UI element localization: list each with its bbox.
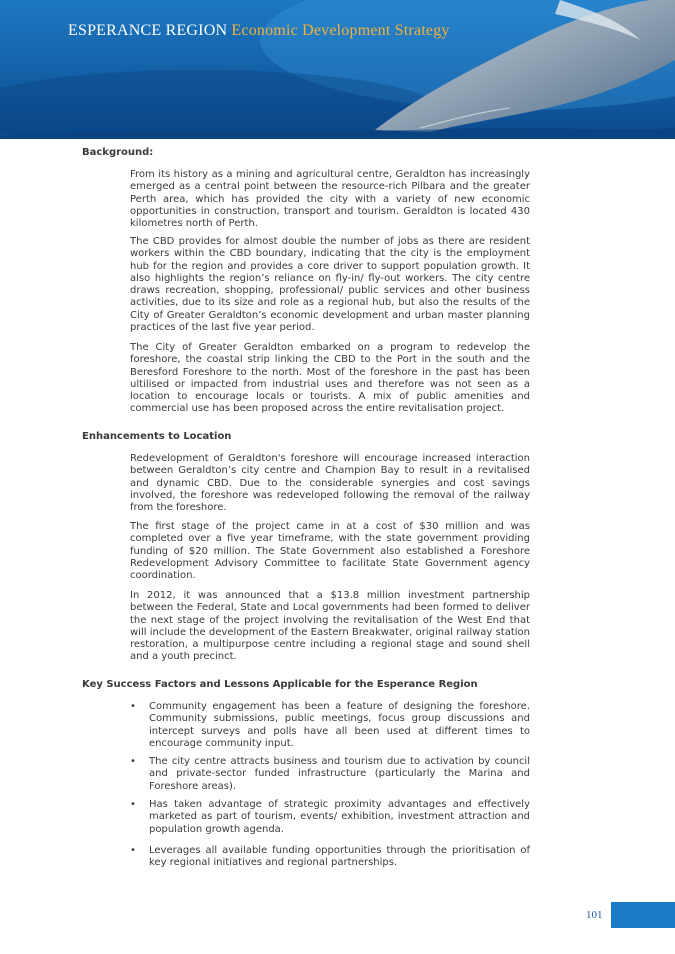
paragraph: Redevelopment of Geraldton's foreshore will encourage increased interaction between Geraldton’s city centre and Champion Bay to result in a revitalised and dynamic CBD. Due to the considerable synergies and cost savings involved, the foreshore was redeveloped following the removal of the railway from the foreshore. xyxy=(130,453,530,514)
page-number: 101 xyxy=(586,909,603,921)
dolphin-ocean-image xyxy=(0,0,675,139)
section-heading-background: Background: xyxy=(82,147,154,158)
page-number-tab xyxy=(611,902,675,928)
section-heading-success-factors: Key Success Factors and Lessons Applicable for the Esperance Region xyxy=(82,679,478,690)
paragraph: The first stage of the project came in at a cost of $30 million and was completed over a five year timeframe, with the state government providing funding of $20 million. The State Government also established a Foreshore Redevelopment Advisory Committee to facilitate State Government agency coordination. xyxy=(130,521,530,582)
list-item-text: The city centre attracts business and tourism due to activation by council and private-sector funded infrastructure (particularly the Marina and Foreshore areas). xyxy=(149,756,530,792)
paragraph: In 2012, it was announced that a $13.8 million investment partnership between the Federal, State and Local governments had been formed to deliver the next stage of the project involving the revitalisation of the West End that will include the development of the Eastern Breakwater, original railway station restoration, a multipurpose centre including a regional stage and sound shell and a youth precinct. xyxy=(130,590,530,663)
section-heading-enhancements: Enhancements to Location xyxy=(82,431,232,442)
banner-title-strategy: Economic Development Strategy xyxy=(231,22,450,39)
header-banner xyxy=(0,0,675,139)
banner-title xyxy=(68,22,450,40)
bullet-icon: • xyxy=(130,845,136,856)
paragraph: From its history as a mining and agricultural centre, Geraldton has increasingly emerged as a central point between the resource-rich Pilbara and the greater Perth area, which has provided the city with a variety of new economic opportunities in construction, transport and tourism. Geraldton is located 430 kilometres north of Perth. xyxy=(130,169,530,230)
list-item-text: Leverages all available funding opportunities through the prioritisation of key regional initiatives and regional partnerships. xyxy=(149,845,530,869)
bullet-icon: • xyxy=(130,799,136,810)
banner-title-region: ESPERANCE REGION xyxy=(68,22,228,39)
bullet-icon: • xyxy=(130,756,136,767)
paragraph: The City of Greater Geraldton embarked on a program to redevelop the foreshore, the coastal strip linking the CBD to the Port in the south and the Beresford Foreshore to the north. Most of the foreshore in the past has been ultilised or impacted from industrial uses and therefore was not seen as a location to encourage locals or tourists. A mix of public amenities and commercial use has been proposed across the entire revitalisation project. xyxy=(130,342,530,415)
bullet-icon: • xyxy=(130,701,136,712)
list-item-text: Has taken advantage of strategic proximity advantages and effectively marketed as part of tourism, events/ exhibition, investment attraction and population growth agenda. xyxy=(149,799,530,835)
list-item-text: Community engagement has been a feature of designing the foreshore. Community submissions, public meetings, focus group discussions and intercept surveys and polls have all been used at different times to encourage community input. xyxy=(149,701,530,749)
paragraph: The CBD provides for almost double the number of jobs as there are resident workers within the CBD boundary, indicating that the city is the employment hub for the region and provides a core driver to support population growth. It also highlights the region’s reliance on fly-in/ fly-out workers. The city centre draws recreation, shopping, professional/ public services and other business activities, due to its size and role as a regional hub, but also the results of the City of Greater Geraldton’s economic development and urban master planning practices of the last five year period. xyxy=(130,236,530,334)
